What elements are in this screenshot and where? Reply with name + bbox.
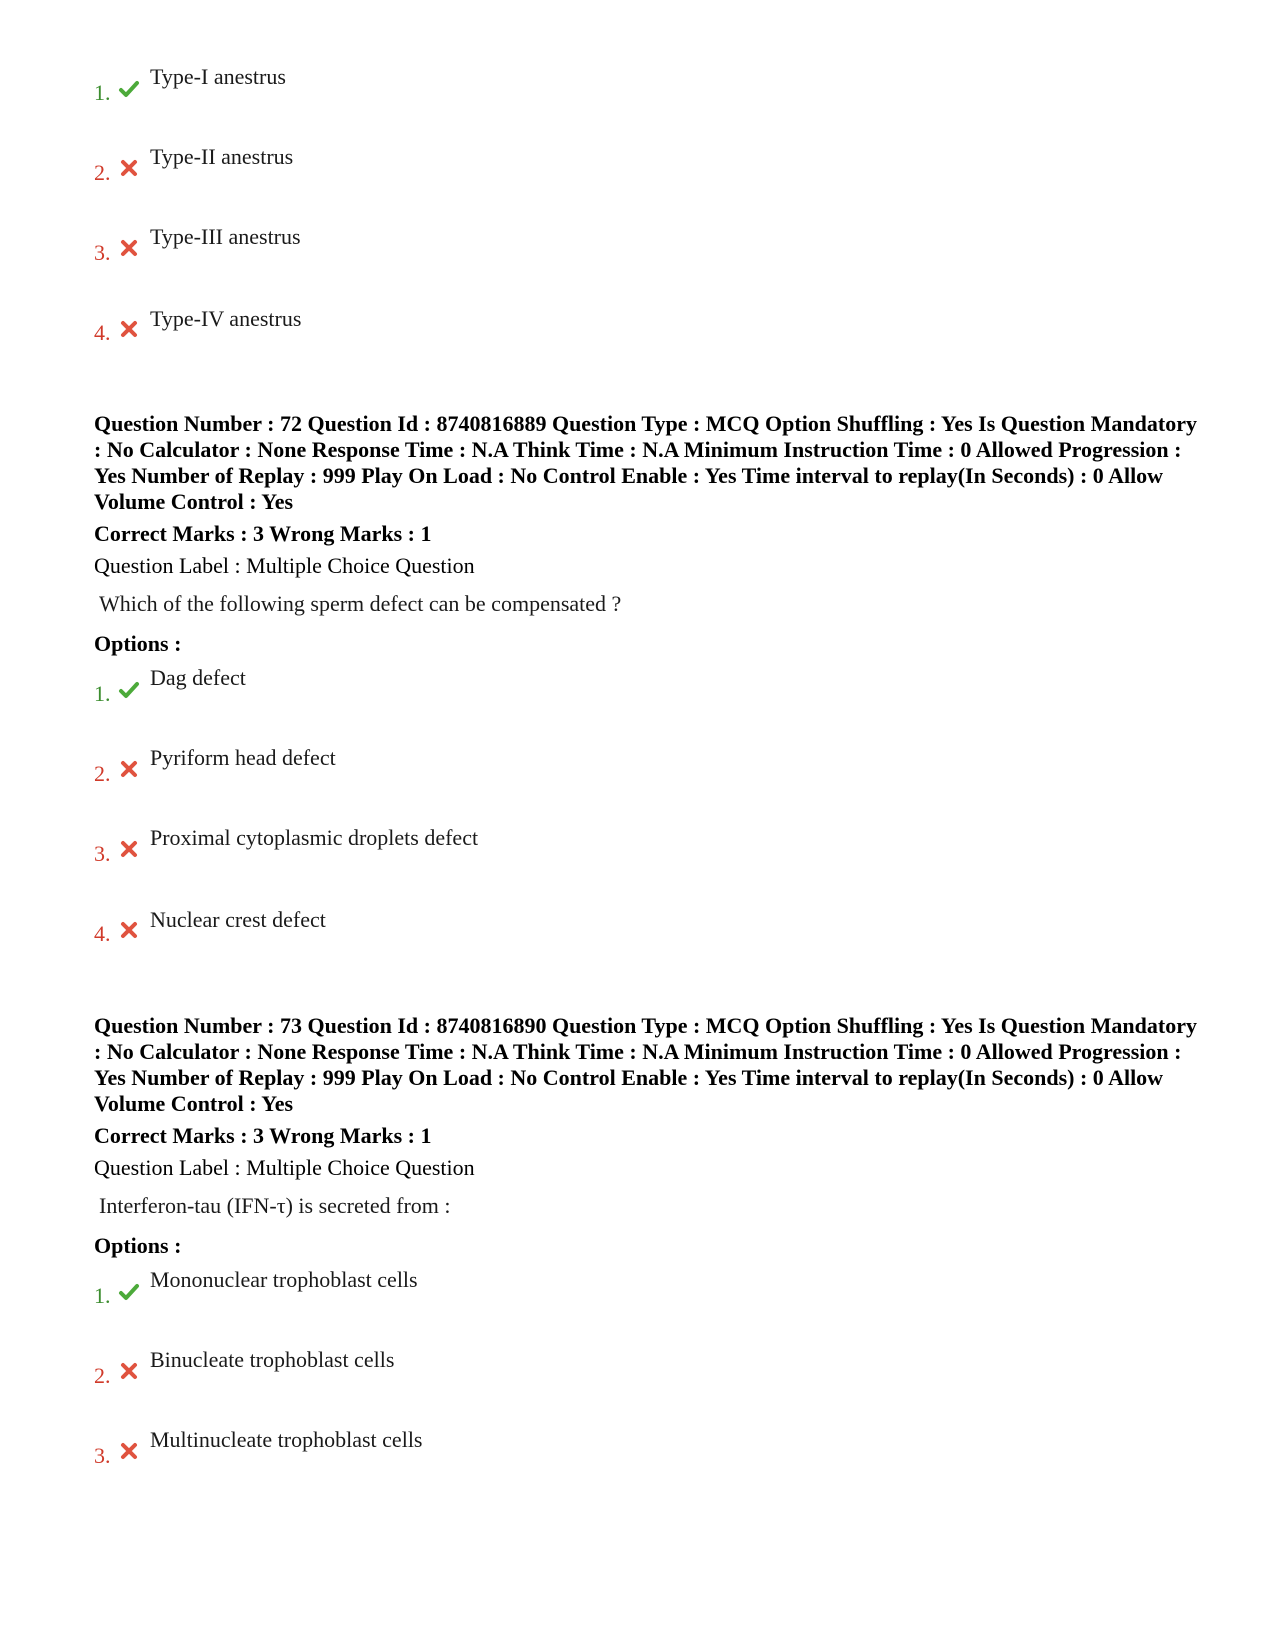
option-item xyxy=(94,60,1204,142)
question-label: Question Label : Multiple Choice Question xyxy=(94,553,475,578)
option-item xyxy=(94,306,1204,388)
option-number: 2. xyxy=(94,761,111,786)
question-text: Interferon-tau (IFN-τ) is secreted from : xyxy=(99,1193,451,1218)
option-text: Multinucleate trophoblast cells xyxy=(150,1427,423,1452)
option-text: Type-II anestrus xyxy=(150,144,294,169)
options-list xyxy=(94,661,1204,989)
question-block xyxy=(94,411,1204,989)
option-number: 2. xyxy=(94,1363,111,1388)
question-label: Question Label : Multiple Choice Question xyxy=(94,1155,475,1180)
option-number: 4. xyxy=(94,320,111,345)
question-marks: Correct Marks : 3 Wrong Marks : 1 xyxy=(94,1123,432,1148)
cross-icon xyxy=(118,758,140,780)
option-item xyxy=(94,1345,1204,1427)
cross-icon xyxy=(118,1440,140,1462)
check-icon xyxy=(118,679,140,701)
option-text: Type-I anestrus xyxy=(150,64,286,89)
option-number: 1. xyxy=(94,80,111,105)
option-item xyxy=(94,907,1204,989)
question-block xyxy=(94,1013,1204,1509)
cross-icon xyxy=(118,237,140,259)
option-number: 1. xyxy=(94,1283,111,1308)
question-marks: Correct Marks : 3 Wrong Marks : 1 xyxy=(94,521,432,546)
option-text: Type-IV anestrus xyxy=(150,306,302,331)
option-text: Pyriform head defect xyxy=(150,745,336,770)
cross-icon xyxy=(118,919,140,941)
option-text: Binucleate trophoblast cells xyxy=(150,1347,395,1372)
option-item xyxy=(94,743,1204,825)
option-item xyxy=(94,1427,1204,1509)
option-item xyxy=(94,142,1204,224)
option-item xyxy=(94,224,1204,306)
option-number: 2. xyxy=(94,160,111,185)
question-text: Which of the following sperm defect can be compensated ? xyxy=(99,591,622,616)
options-list xyxy=(94,1263,1204,1509)
option-number: 3. xyxy=(94,240,111,265)
check-icon xyxy=(118,78,140,100)
option-number: 3. xyxy=(94,841,111,866)
option-number: 1. xyxy=(94,681,111,706)
option-item xyxy=(94,661,1204,743)
prev-options xyxy=(94,60,1204,388)
cross-icon xyxy=(118,157,140,179)
option-item xyxy=(94,825,1204,907)
option-text: Mononuclear trophoblast cells xyxy=(150,1267,418,1292)
option-number: 4. xyxy=(94,921,111,946)
options-heading: Options : xyxy=(94,1233,182,1258)
option-text: Type-III anestrus xyxy=(150,224,301,249)
option-item xyxy=(94,1263,1204,1345)
cross-icon xyxy=(118,318,140,340)
question-meta: Question Number : 73 Question Id : 8740816890 Question Type : MCQ Option Shuffling : Yes Is Question Mandatory : No Calculator : None Response Time : N.A Think Time : N.A Minimum Instruction Time : 0 Allowed Progression : Yes Number of Replay : 999 Play On Load : No Control Enable : Yes Time interval to replay(In Seconds) : 0 Allow Volume Control : Yes xyxy=(94,1013,1197,1116)
option-text: Proximal cytoplasmic droplets defect xyxy=(150,825,479,850)
options-heading: Options : xyxy=(94,631,182,656)
cross-icon xyxy=(118,838,140,860)
check-icon xyxy=(118,1281,140,1303)
option-number: 3. xyxy=(94,1443,111,1468)
cross-icon xyxy=(118,1360,140,1382)
question-meta: Question Number : 72 Question Id : 8740816889 Question Type : MCQ Option Shuffling : Yes Is Question Mandatory : No Calculator : None Response Time : N.A Think Time : N.A Minimum Instruction Time : 0 Allowed Progression : Yes Number of Replay : 999 Play On Load : No Control Enable : Yes Time interval to replay(In Seconds) : 0 Allow Volume Control : Yes xyxy=(94,411,1197,514)
option-text: Dag defect xyxy=(150,665,246,690)
option-text: Nuclear crest defect xyxy=(150,907,326,932)
